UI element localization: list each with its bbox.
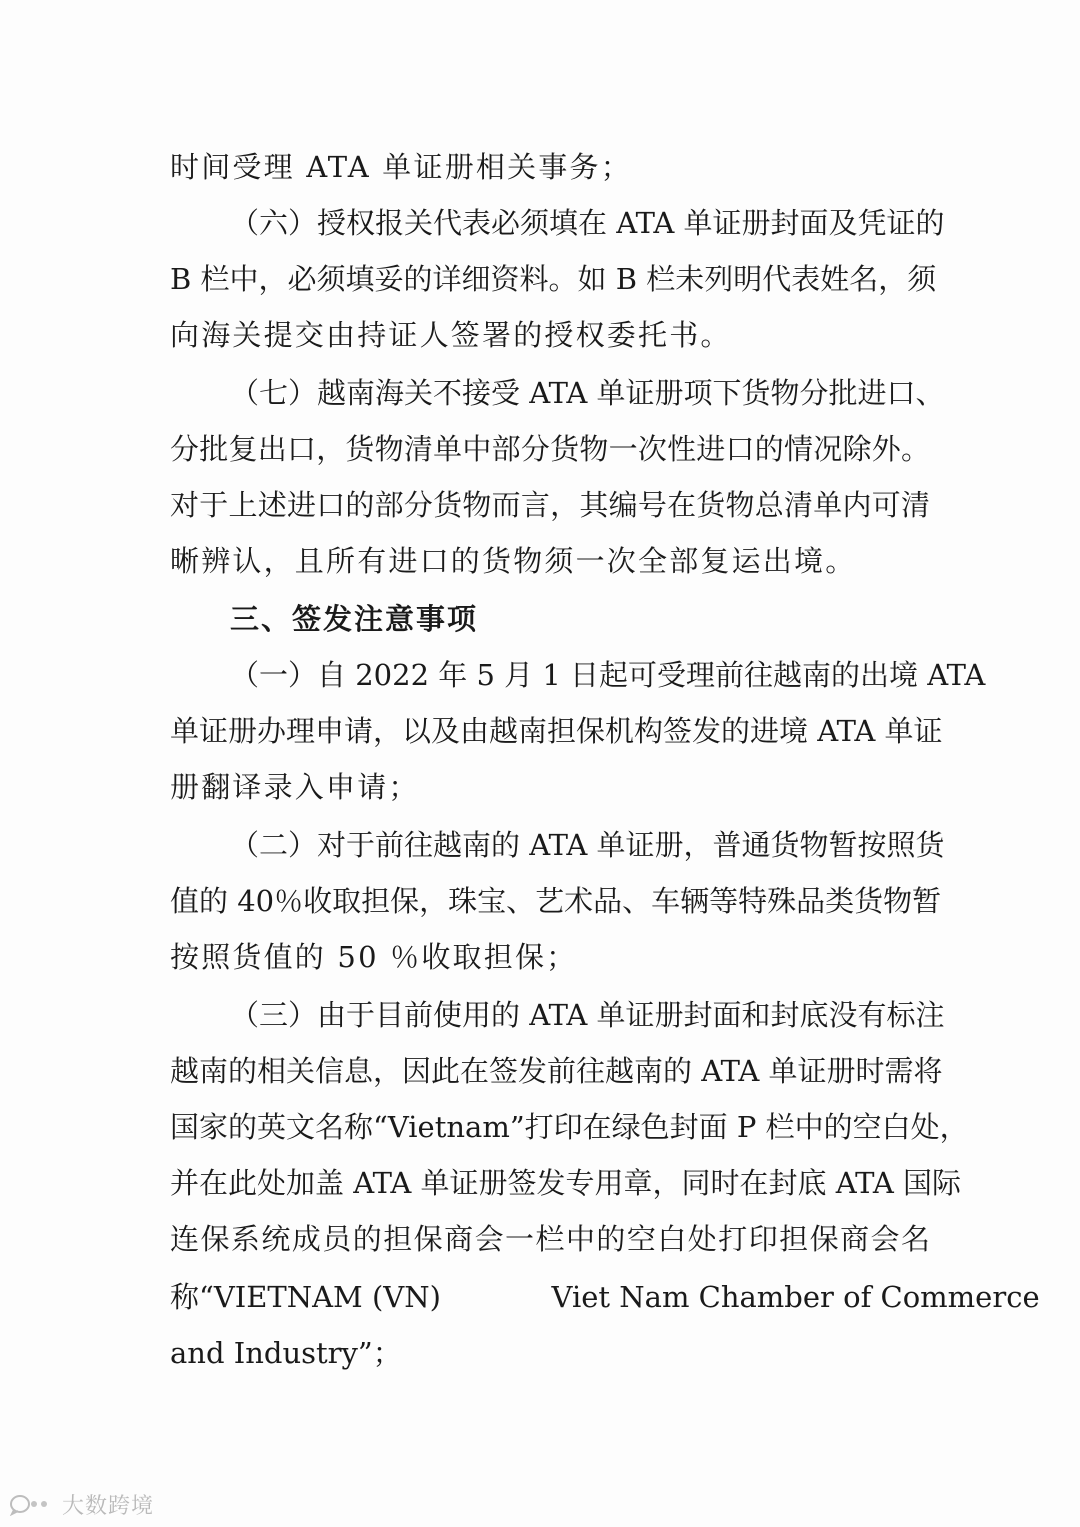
text-line: and Industry”； [170,1336,402,1370]
text-line: 越南的相关信息，因此在签发前往越南的 ATA 单证册时需将 [170,1054,943,1088]
paragraph-item-3: （三）由于目前使用的 ATA 单证册封面和封底没有标注 [230,998,945,1032]
text-line: B 栏中，必须填妥的详细资料。如 B 栏未列明代表姓名，须 [170,262,937,296]
section-heading: 三、签发注意事项 [230,602,479,636]
paragraph-item-1: （一）自 2022 年 5 月 1 日起可受理前往越南的出境 ATA [230,658,986,692]
text-line: 单证册办理申请，以及由越南担保机构签发的进境 ATA 单证 [170,714,943,748]
text-line: 值的 40％收取担保，珠宝、艺术品、车辆等特殊品类货物暂 [170,884,942,918]
watermark-text: 大数跨境 [62,1493,155,1519]
text-line: 按照货值的 50 ％收取担保； [170,940,578,974]
text-line: 并在此处加盖 ATA 单证册签发专用章，同时在封底 ATA 国际 [170,1166,961,1200]
text-line: 国家的英文名称“Vietnam”打印在绿色封面 P 栏中的空白处， [170,1110,969,1144]
text-line: 向海关提交由持证人签署的授权委托书。 [170,318,732,352]
paragraph-item-7: （七）越南海关不接受 ATA 单证册项下货物分批进口、 [230,376,945,410]
text-line: 称“VIETNAM (VN) Viet Nam Chamber of Commerce [170,1280,1040,1314]
text-line: 册翻译录入申请； [170,770,420,804]
text-line: 对于上述进口的部分货物而言，其编号在货物总清单内可清 [170,488,930,522]
text-line: 连保系统成员的担保商会一栏中的空白处打印担保商会名 [170,1222,930,1256]
chat-bubble-logo-icon [8,1492,56,1516]
text-line: 晰辨认，且所有进口的货物须一次全部复运出境。 [170,544,857,578]
watermark [8,1488,154,1520]
paragraph-item-2: （二）对于前往越南的 ATA 单证册，普通货物暂按照货 [230,828,945,862]
paragraph-item-6: （六）授权报关代表必须填在 ATA 单证册封面及凭证的 [230,206,945,240]
text-line: 分批复出口，货物清单中部分货物一次性进口的情况除外。 [170,432,930,466]
text-line: 时间受理 ATA 单证册相关事务； [170,150,632,184]
